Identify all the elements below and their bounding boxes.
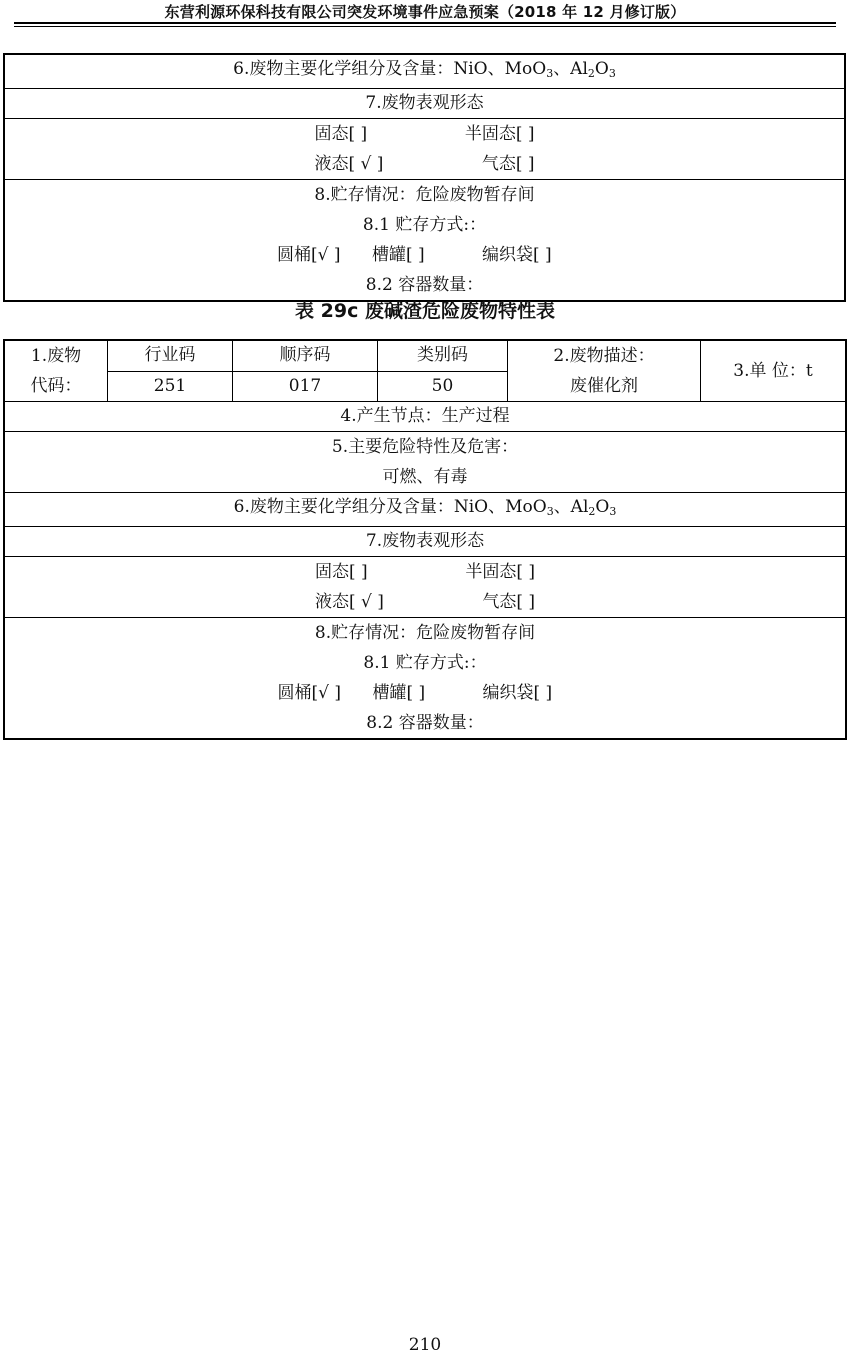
- storage-method: 8.1 贮存方式:：: [363, 653, 487, 673]
- description-value: 废催化剂: [570, 376, 638, 396]
- form-options-row: [5, 119, 845, 180]
- storage-title: 8.贮存情况：危险废物暂存间: [314, 185, 535, 205]
- category-code-value: 50: [378, 371, 508, 402]
- description-label: 2.废物描述：: [553, 346, 655, 366]
- storage-method: 8.1 贮存方式:：: [362, 215, 487, 235]
- form-solid: 固态[ ]: [315, 562, 368, 582]
- unit-cell: 3.单 位：t: [701, 341, 846, 402]
- storage-bag: 编织袋[ ]: [482, 683, 553, 703]
- hazard-title: 5.主要危险特性及危害：: [331, 437, 519, 457]
- storage-drum: 圆桶[√ ]: [277, 683, 342, 703]
- waste-table-29c: 1.废物 代码： 行业码 顺序码 类别码 2.废物描述： 废催化剂 3.单 位：t 251 017 50 4.产生节点：生产过程 5.主要危险特性及危害： 可燃、有毒 6.废物主要化学组分及含量：NiO、MoO$_3$、$Al_2O_3$ 7.废物表观形态 固态[ ] 半固态[ ] 液态[ √ ] 气态[ ] 8.贮存情况：危险废物暂存间 8.1 贮存方式:： 圆桶[√ ] 槽罐[ ] 编织袋[ ] 8.2 容器数量：: [4, 340, 846, 739]
- form-semisolid: 半固态[ ]: [465, 562, 535, 582]
- storage-row: [5, 180, 845, 301]
- table-title: 表 29c 废碱渣危险废物特性表: [295, 300, 555, 322]
- industry-code-value: 251: [108, 371, 233, 402]
- form-gas: 气态[ ]: [482, 592, 535, 612]
- composition-row: 6.废物主要化学组分及含量：NiO、MoO$_3$、$Al_2O_3$: [5, 55, 845, 89]
- form-liquid: 液态[ √ ]: [315, 592, 384, 612]
- form-liquid: 液态[ √ ]: [314, 154, 384, 174]
- storage-drum: 圆桶[√ ]: [277, 245, 341, 265]
- form-title-row: [5, 89, 845, 119]
- container-count: 8.2 容器数量：: [365, 275, 484, 295]
- col-industry-code: 行业码: [108, 341, 233, 372]
- document-header: 东营利源环保科技有限公司突发环境事件应急预案（2018 年 12 月修订版）: [164, 3, 686, 21]
- form-title: 7.废物表观形态: [5, 527, 846, 557]
- waste-table-continued: [4, 54, 845, 301]
- form-title: 7.废物表观形态: [5, 89, 845, 119]
- form-semisolid: 半固态[ ]: [464, 124, 535, 144]
- generation-node: 4.产生节点：生产过程: [5, 402, 846, 432]
- storage-tank: 槽罐[ ]: [372, 683, 426, 703]
- header-rule-thick: [14, 22, 836, 24]
- storage-title: 8.贮存情况：危险废物暂存间: [314, 623, 536, 643]
- code-label: 1.废物: [30, 346, 82, 366]
- page-number: 210: [408, 1335, 442, 1355]
- header-rule-thin: [14, 26, 836, 27]
- container-count: 8.2 容器数量：: [366, 713, 484, 733]
- form-solid: 固态[ ]: [314, 124, 368, 144]
- col-category-code: 类别码: [378, 341, 508, 372]
- composition-text: 6.废物主要化学组分及含量：NiO、MoO: [233, 59, 547, 79]
- composition-text: 6.废物主要化学组分及含量：NiO、MoO: [233, 497, 547, 517]
- col-sequence-code: 顺序码: [233, 341, 378, 372]
- form-gas: 气态[ ]: [481, 154, 535, 174]
- storage-bag: 编织袋[ ]: [482, 245, 552, 265]
- storage-tank: 槽罐[ ]: [372, 245, 425, 265]
- sequence-code-value: 017: [233, 371, 378, 402]
- hazard-value: 可燃、有毒: [382, 467, 468, 487]
